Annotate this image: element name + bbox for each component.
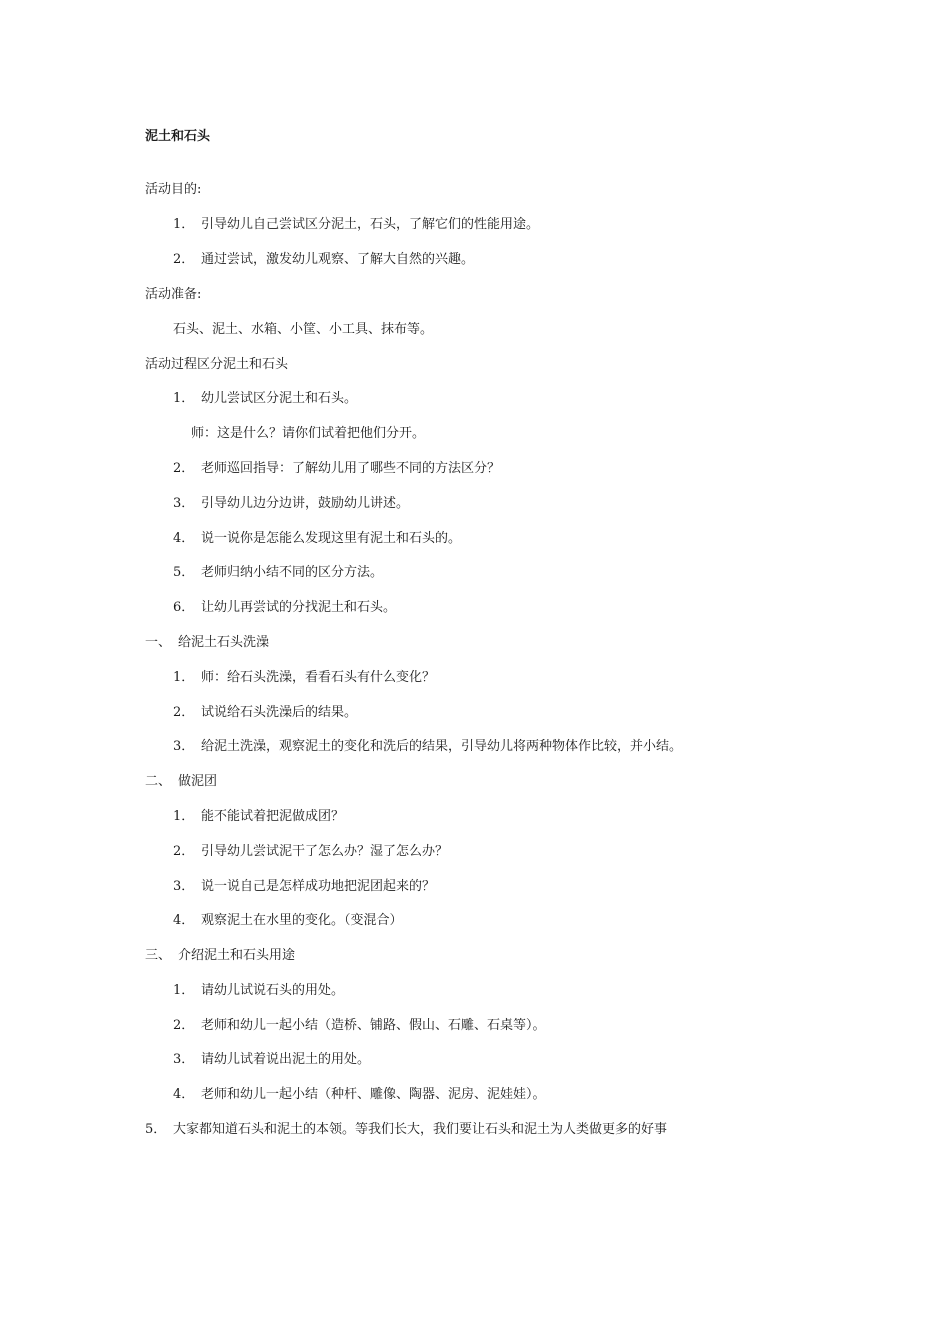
list-item-number: 4．	[173, 531, 195, 546]
section-number: 二、	[145, 774, 172, 789]
list-item-text: 老师归纳小结不同的区分方法。	[201, 565, 384, 580]
list-item-number: 5．	[173, 565, 195, 580]
prep-text: 石头、泥土、水箱、小筐、小工具、抹布等。	[173, 322, 434, 337]
goal-heading: 活动目的:	[145, 182, 202, 197]
list-item-number: 3．	[173, 1052, 195, 1067]
list-item	[173, 390, 357, 408]
list-item-text: 引导幼儿自己尝试区分泥土，石头，了解它们的性能用途。	[201, 217, 540, 232]
prep-heading: 活动准备:	[145, 287, 202, 302]
list-item-number: 1．	[173, 391, 195, 406]
list-item-text: 老师巡回指导：了解幼儿用了哪些不同的方法区分？	[201, 461, 501, 476]
list-item	[173, 704, 357, 722]
list-item	[173, 530, 461, 548]
list-item-number: 3．	[173, 739, 195, 754]
list-item-number: 2．	[173, 844, 195, 859]
list-item-text: 说一说自己是怎样成功地把泥团起来的？	[201, 879, 436, 894]
list-item-text: 幼儿尝试区分泥土和石头。	[201, 391, 358, 406]
list-item	[173, 1086, 546, 1104]
list-item	[173, 251, 474, 269]
list-item	[173, 564, 383, 582]
list-item	[173, 912, 403, 930]
list-item-number: 3．	[173, 496, 195, 511]
list-item-number: 5．	[145, 1122, 167, 1137]
list-item	[173, 878, 435, 896]
list-item-text: 说一说你是怎能么发现这里有泥土和石头的。	[201, 531, 462, 546]
list-item-text: 试说给石头洗澡后的结果。	[201, 705, 358, 720]
list-item	[173, 669, 435, 687]
list-item	[173, 599, 396, 617]
list-item-number: 2．	[173, 705, 195, 720]
section-heading	[145, 773, 217, 791]
list-item	[173, 843, 448, 861]
section-heading	[145, 947, 295, 965]
list-item	[173, 1017, 546, 1035]
list-item-number: 4．	[173, 913, 195, 928]
section-title: 介绍泥土和石头用途	[178, 948, 296, 963]
list-item-text: 能不能试着把泥做成团？	[201, 809, 345, 824]
list-item-text: 请幼儿试着说出泥土的用处。	[201, 1052, 371, 1067]
list-item-text: 引导幼儿尝试泥干了怎么办？湿了怎么办？	[201, 844, 449, 859]
list-item	[145, 1121, 667, 1139]
section-number: 一、	[145, 635, 172, 650]
list-item-text: 让幼儿再尝试的分找泥土和石头。	[201, 600, 397, 615]
list-item-text: 老师和幼儿一起小结（造桥、铺路、假山、石雕、石桌等）。	[201, 1018, 546, 1033]
list-item-text: 引导幼儿边分边讲，鼓励幼儿讲述。	[201, 496, 410, 511]
list-item-text: 老师和幼儿一起小结（种杆、雕像、陶器、泥房、泥娃娃）。	[201, 1087, 546, 1102]
list-item	[173, 495, 409, 513]
list-item	[173, 1051, 370, 1069]
list-item-text: 大家都知道石头和泥土的本领。等我们长大，我们要让石头和泥土为人类做更多的好事	[173, 1122, 668, 1137]
list-item-number: 1．	[173, 983, 195, 998]
list-item	[173, 460, 500, 478]
list-item-text: 请幼儿试说石头的用处。	[201, 983, 345, 998]
section-title: 给泥土石头洗澡	[178, 635, 270, 650]
process-heading: 活动过程区分泥土和石头	[145, 357, 289, 372]
list-item-number: 2．	[173, 252, 195, 267]
list-item-number: 3．	[173, 879, 195, 894]
list-item-text: 给泥土洗澡，观察泥土的变化和洗后的结果，引导幼儿将两种物体作比较，并小结。	[201, 739, 683, 754]
list-item-text: 师：给石头洗澡，看看石头有什么变化？	[201, 670, 436, 685]
section-title: 做泥团	[178, 774, 218, 789]
list-item	[173, 738, 682, 756]
teacher-line: 师：这是什么？请你们试着把他们分开。	[191, 426, 426, 441]
list-item	[173, 216, 539, 234]
list-item-number: 1．	[173, 217, 195, 232]
list-item-text: 观察泥土在水里的变化。（变混合）	[201, 913, 403, 928]
list-item-number: 1．	[173, 809, 195, 824]
list-item-number: 2．	[173, 461, 195, 476]
list-item-number: 1．	[173, 670, 195, 685]
list-item	[173, 808, 344, 826]
list-item-number: 6．	[173, 600, 195, 615]
section-heading	[145, 634, 269, 652]
list-item-text: 通过尝试，激发幼儿观察、了解大自然的兴趣。	[201, 252, 475, 267]
list-item-number: 4．	[173, 1087, 195, 1102]
list-item-number: 2．	[173, 1018, 195, 1033]
document-title: 泥土和石头	[145, 129, 211, 144]
list-item	[173, 982, 344, 1000]
section-number: 三、	[145, 948, 172, 963]
